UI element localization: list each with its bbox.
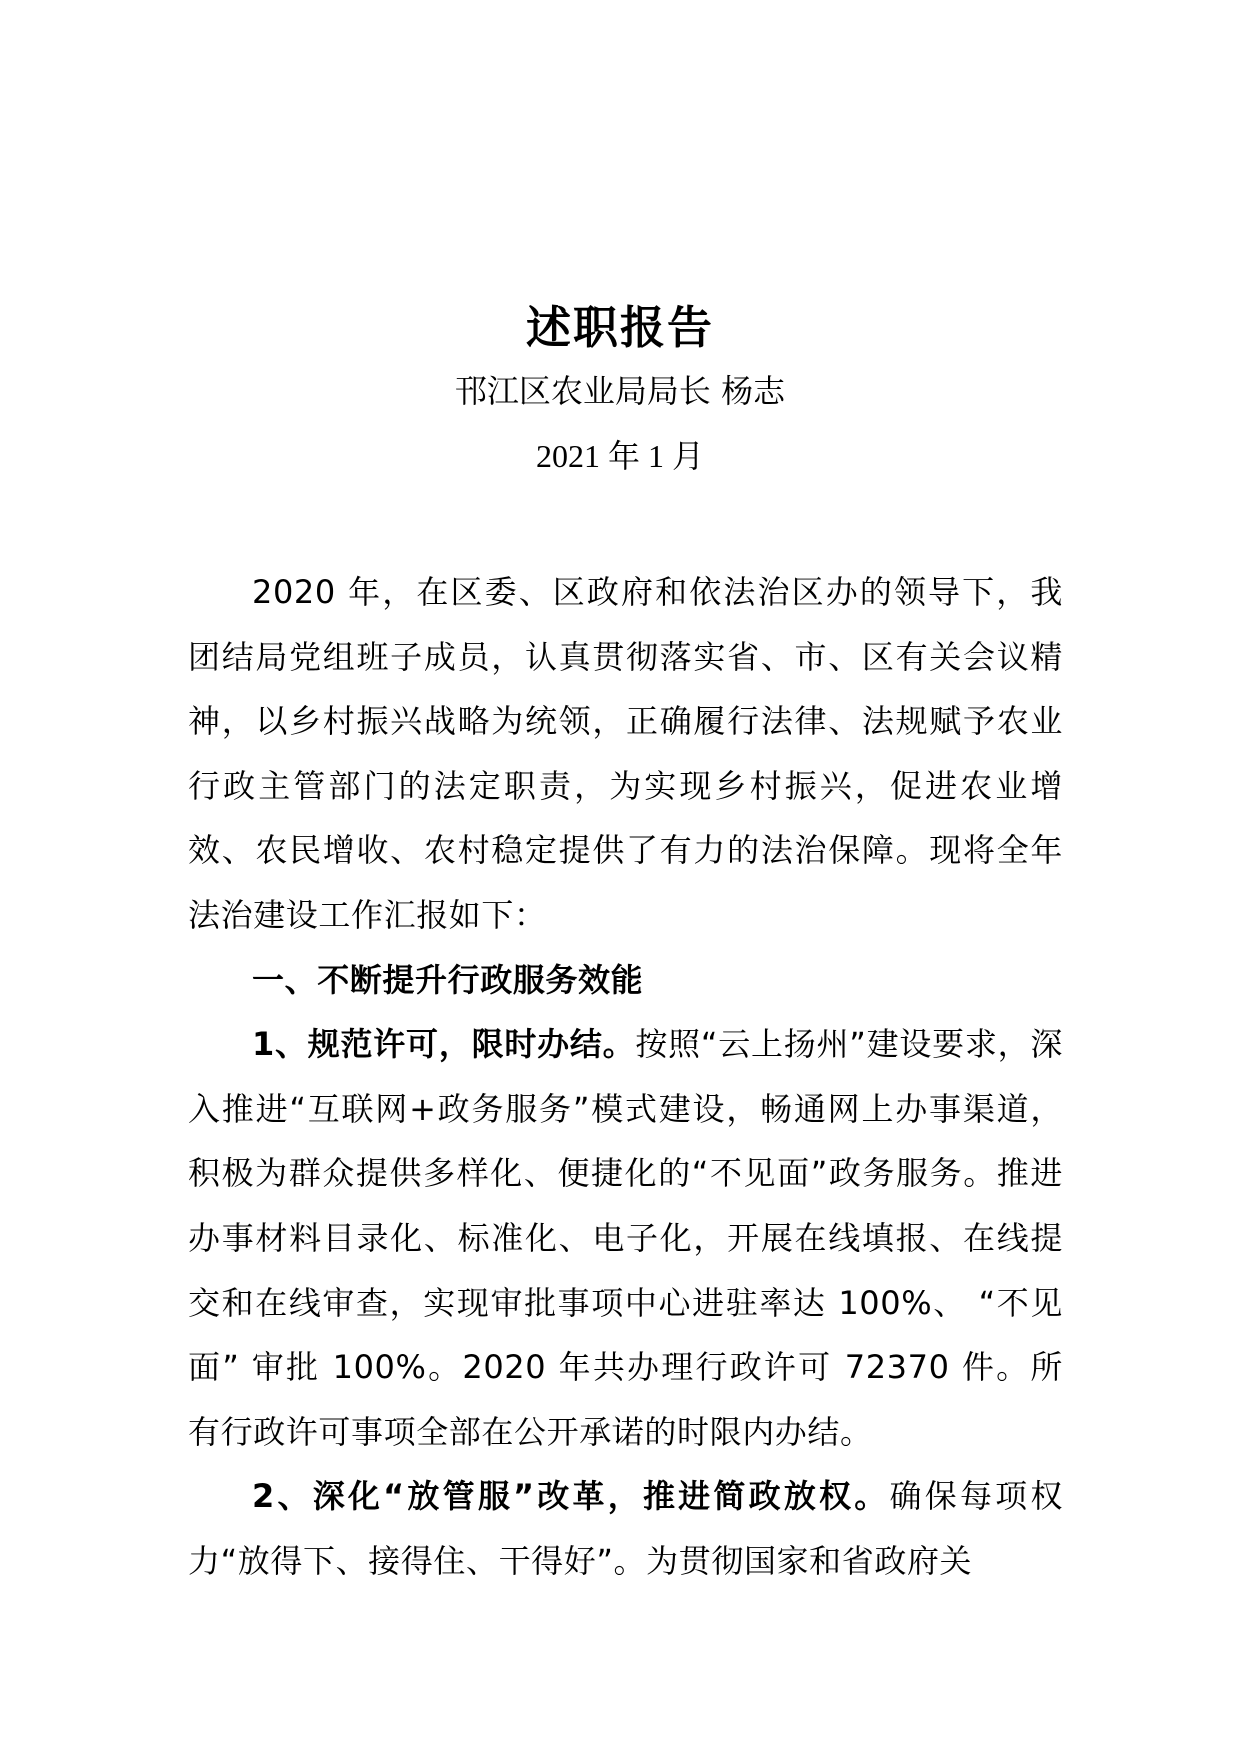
item-1-text: 按照“云上扬州”建设要求，深入推进“互联网+政务服务”模式建设，畅通网上办事渠道，积极为群众提供多样化、便捷化的“不见面”政务服务。推进办事材料目录化、标准化、电子化，开展在线填报、在线提交和在线审查，实现审批事项中心进驻率达 100%、 “不见面” 审批 100%。2020 年共办理行政许可 72370 件。所有行政许可事项全部在公开承诺的时限内办结。	[188, 1025, 1063, 1451]
section-heading: 一、不断提升行政服务效能	[252, 960, 644, 999]
document-body	[188, 560, 1063, 1594]
item-2-text: 确保每项权力“放得下、接得住、干得好”。为贯彻国家和省政府关	[188, 1477, 1063, 1580]
item-2-lead: 2、深化“放管服”改革，推进简政放权。	[252, 1477, 890, 1516]
intro-paragraph: 2020 年，在区委、区政府和依法治区办的领导下，我团结局党组班子成员，认真贯彻落实省、市、区有关会议精神，以乡村振兴战略为统领，正确履行法律、法规赋予农业行政主管部门的法定职责，为实现乡村振兴，促进农业增效、农民增收、农村稳定提供了有力的法治保障。现将全年法治建设工作汇报如下：	[188, 573, 1063, 934]
item-1-lead: 1、规范许可，限时办结。	[252, 1025, 636, 1064]
document-author: 邗江区农业局局长 杨志	[454, 372, 786, 410]
document-title: 述职报告	[525, 301, 714, 354]
document-date: 2021 年 1 月	[535, 438, 704, 474]
item-2-paragraph	[188, 1464, 1063, 1593]
item-1-paragraph	[188, 1012, 1063, 1464]
